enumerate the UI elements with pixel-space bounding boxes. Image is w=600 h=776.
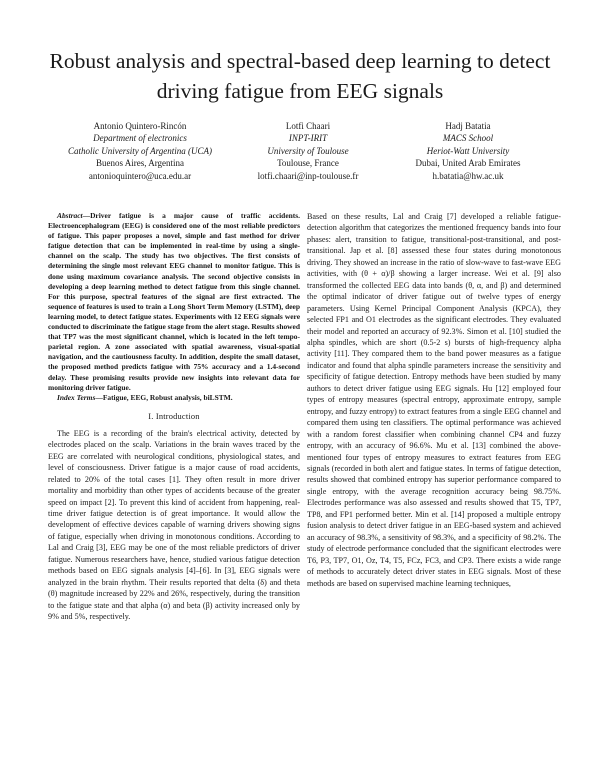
author-city: Buenos Aires, Argentina: [95, 158, 185, 169]
author-name: Hadj Batatia: [445, 121, 491, 131]
author-name: Lotfi Chaari: [285, 121, 331, 131]
author-1: [50, 120, 230, 182]
author-city: Dubai, United Arab Emirates: [415, 158, 521, 169]
paper-title: Robust analysis and spectral-based deep learning to detect driving fatigue from EEG signals: [49, 49, 551, 103]
author-email[interactable]: lotfi.chaari@inp-toulouse.fr: [257, 170, 359, 181]
section-heading-introduction: I. Introduction: [148, 411, 200, 421]
index-terms: [48, 393, 300, 403]
intro-paragraph-right: Based on these results, Lal and Craig [7] developed a reliable fatigue-detection algorithm that categorizes the mentioned frequency bands into four phases: alert, transition to fatigue, transitional-post-transitional, and post-transitional. Jap et al. [8] assessed these four states during monotonous driving. They showed an increase in the ratio of slow-wave to fast-wave EEG activities, with (θ + α)/β showing a larger increase. Wei et al. [9] also transformed the collected EEG data into bands (θ, α, and β) and determined the optimal indicator of driver fatigue out of twelve types of energy parameters. Using Kernel Principal Component Analysis (KPCA), they selected FP1 and O1 electrodes as the significant electrodes. They evaluated their model and reported an accuracy of 92.3%. Simon et al. [10] studied the alpha spindles, which are short (0.5-2 s) bursts of high-frequency alpha activity [11]. They compared them to the band power measures as a fatigue indicator and found that alpha spindle parameters increase the sensitivity and specificity of fatigue detection. Entropy methods have been studied by many authors to detect driver fatigue using EEG signals. Hu [12] employed four types of entropy measures (spectral entropy, approximate entropy, sample entropy, and fuzzy entropy) to extract features from a single EEG channel and compared them using ten classifiers. The optimal performance was achieved with a random forest classifier when combining channel CP4 and fuzzy entropy, with an accuracy of 96.6%. Mu et al. [13] combined the above-mentioned four types of entropy measures to extract features from EEG signals (recorded in both alert and fatigue states. In terms of fatigue detection, results showed that combined entropy has superior performance compared to single entropy, with the average recognition accuracy being 98.75%. Electrodes performance was also assessed and results showed that T5, TP7, TP8, and FP1 performed better. Min et al. [14] proposed a multiple entropy fusion analysis to detect driver fatigue in an EEG-based system and achieved an accuracy of 98.3%, a sensitivity of 98.3%, and a specificity of 98.2%. The study of electrode performance concluded that the significant electrodes were T6, P3, TP7, O1, Oz, T4, T5, FCz, FC3, and CP3. There exists a wide range of methods to accurately detect driver states in EEG signals. Most of these methods are based on supervised machine learning techniques,: [307, 212, 561, 588]
abstract-label: Abstract: [57, 211, 83, 220]
index-terms-label: Index Terms: [57, 392, 96, 402]
author-dept: MACS School: [442, 133, 494, 144]
author-2: [248, 120, 368, 182]
index-terms-text: —Fatigue, EEG, Robust analysis, biLSTM.: [95, 392, 233, 402]
right-column: [307, 211, 561, 589]
abstract: [48, 211, 300, 393]
left-column: [48, 211, 300, 622]
author-3: [388, 120, 548, 182]
author-org: Heriot-Watt University: [426, 145, 510, 156]
author-dept: Department of electronics: [93, 133, 187, 144]
intro-paragraph-left: The EEG is a recording of the brain's electrical activity, detected by electrodes placed on the scalp. Variations in the brain waves traced by the EEG are correlated with neurological conditions, physiological states, and level of consciousness. Driver fatigue is a major cause of road accidents, related to 20% of the total cases [1]. They often result in more driver mortality and morbidity than other types of accidents because of the greater speed on impact [2]. To prevent this kind of accident from happening, real-time driver fatigue detection is of great importance. It would allow the development of effective devices capable of warning drivers showing signs of fatigue, especially when driving in monotonous conditions. According to Lal and Craig [3], EEG may be one of the most reliable predictors of driver fatigue. Numerous researchers have, hence, studied various fatigue detection methods based on EEG signals analysis [4]–[6]. In [3], EEG signals were analyzed in the brain rhythm. Their results reported that delta (δ) and theta (θ) magnitude increased by 22% and 26%, respectively, during the transition to the fatigue state and that alpha (α) and beta (β) activity increased only by 9% and 5%, respectively.: [48, 428, 300, 622]
author-org: University of Toulouse: [267, 145, 349, 156]
author-city: Toulouse, France: [277, 158, 339, 169]
author-dept: INPT-IRIT: [288, 133, 328, 144]
author-email[interactable]: antonioquintero@uca.edu.ar: [88, 170, 192, 181]
author-org: Catholic University of Argentina (UCA): [68, 145, 212, 156]
author-name: Antonio Quintero-Rincón: [93, 121, 187, 131]
author-email[interactable]: h.batatia@hw.ac.uk: [432, 170, 504, 181]
abstract-text: —Driver fatigue is a major cause of traffic accidents. Electroencephalogram (EEG) is considered one of the most reliable predictors of fatigue. This paper proposes a novel, simple and fast method for driver fatigue detection that can be implemented in real-time by using a single-channel on the scalp. The study has two objectives. The first consists of determining the single most relevant EEG channel to monitor fatigue. This is done using maximum covariance analysis. The second objective consists in developing a deep learning method to detect fatigue from this single channel. For this purpose, spectral features of the signal are first extracted. The sequence of features is used to train a Long Short Term Memory (LSTM), deep learning model, to detect fatigue states. Experiments with 12 EEG signals were conducted to discriminate the fatigue stage from the alert stage. Results showed that TP7 was the most significant channel, which is located in the left tempo-parietal region. A zone associated with spatial awareness, visual-spatial navigation, and the cautiousness faculty. In addition, despite the small dataset, the proposed method predicts fatigue with 75% accuracy and a 1.4-second delay. These promising results provide new insights into relevant data for monitoring driver fatigue.: [48, 211, 300, 392]
